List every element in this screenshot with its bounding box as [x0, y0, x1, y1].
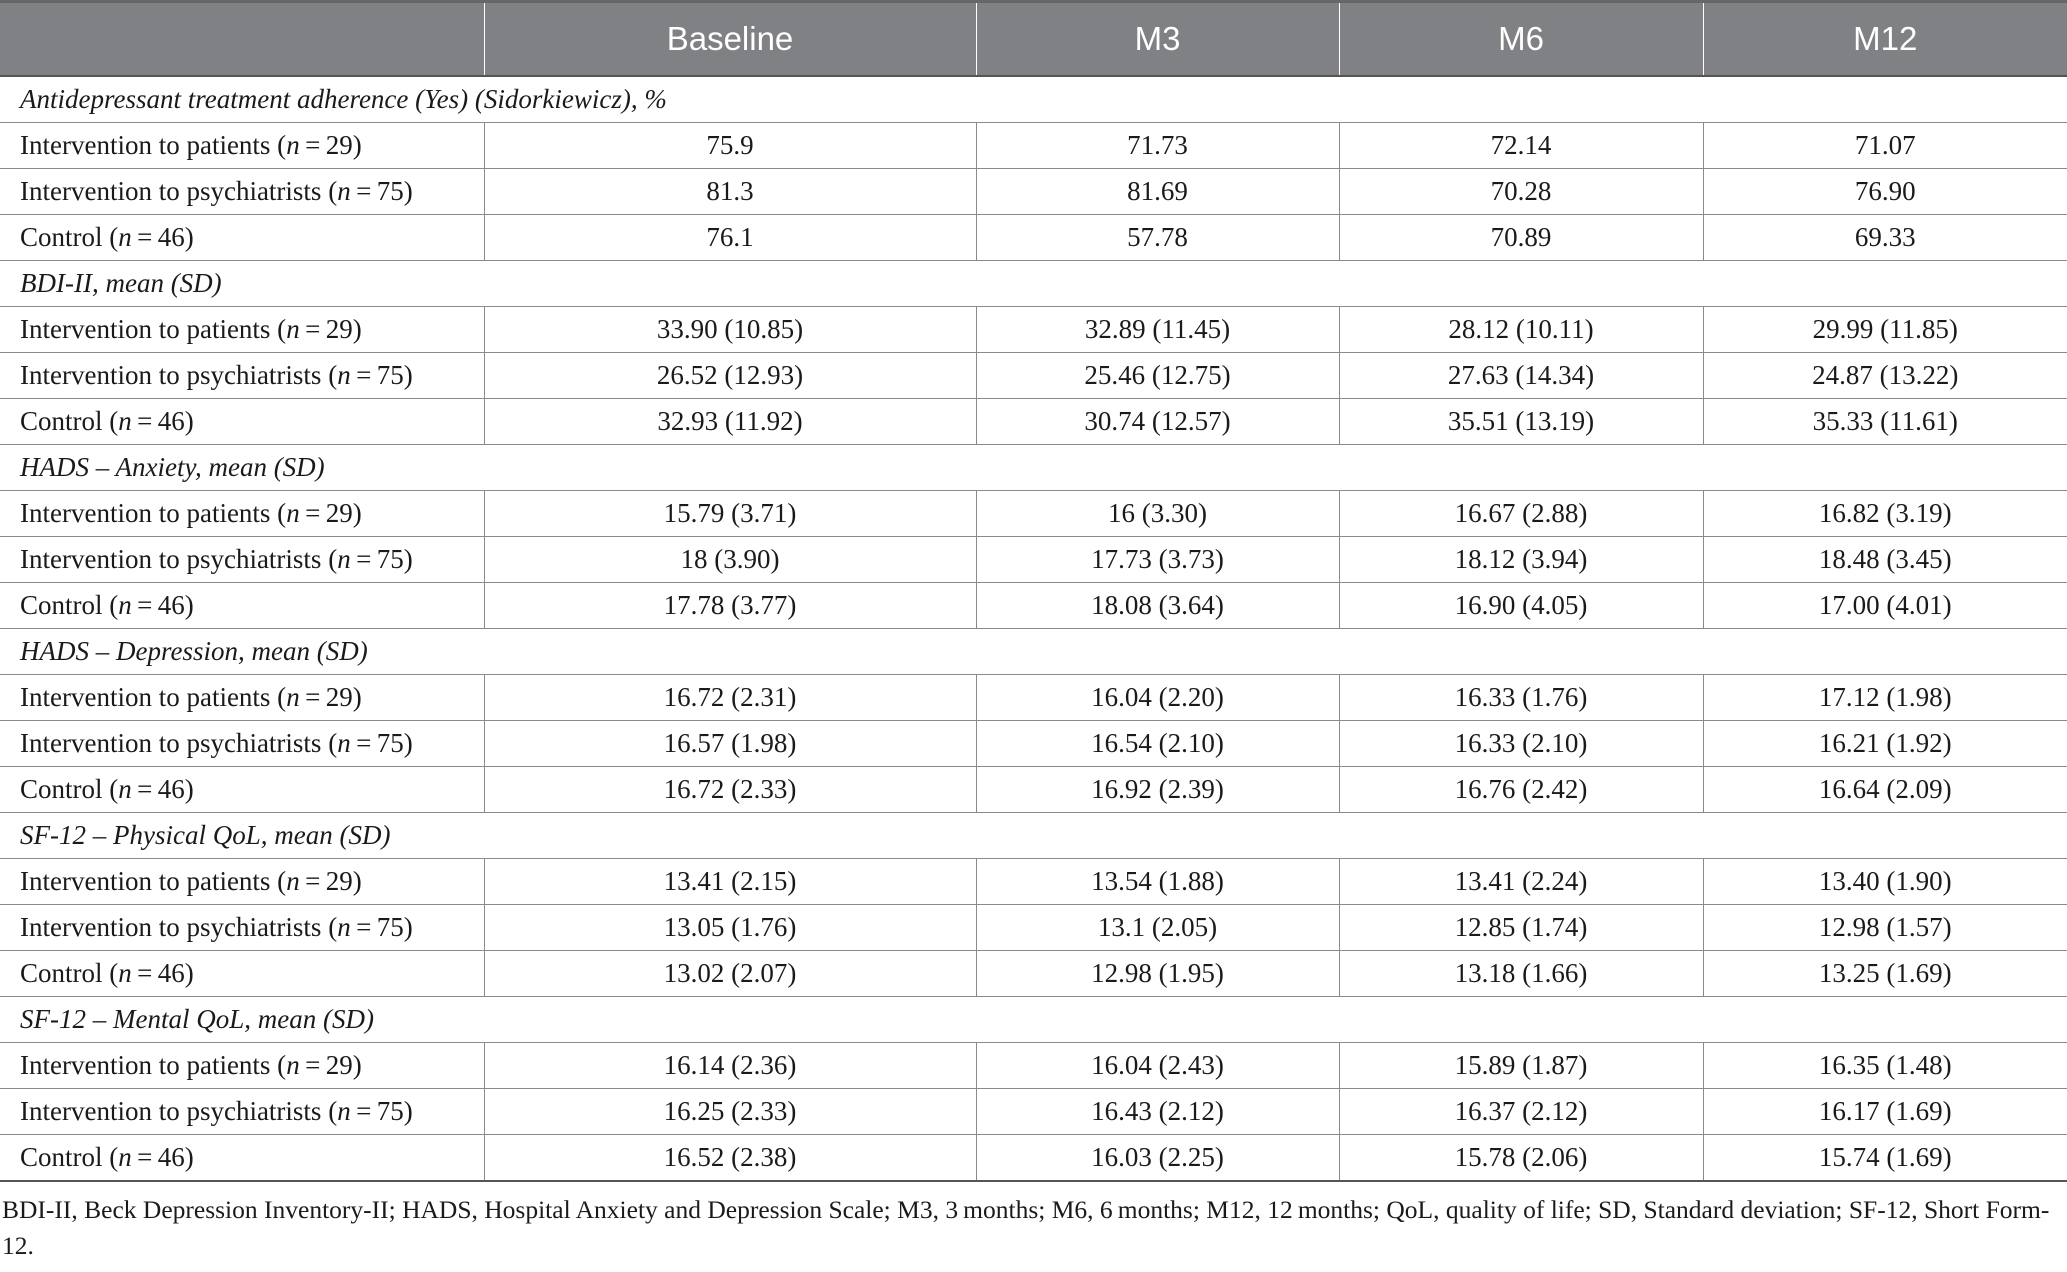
- section-row: [0, 629, 2067, 675]
- section-title: HADS – Anxiety, mean (SD): [0, 445, 2067, 491]
- value-cell: 16.90 (4.05): [1339, 583, 1703, 629]
- value-cell: 18.48 (3.45): [1703, 537, 2067, 583]
- row-label: Control (n = 46): [0, 767, 484, 813]
- value-cell: 30.74 (12.57): [976, 399, 1339, 445]
- header-cell-m12: M12: [1703, 2, 2067, 77]
- value-cell: 15.89 (1.87): [1339, 1043, 1703, 1089]
- value-cell: 76.1: [484, 215, 976, 261]
- value-cell: 26.52 (12.93): [484, 353, 976, 399]
- row-label: Control (n = 46): [0, 951, 484, 997]
- table-row: [0, 675, 2067, 721]
- value-cell: 72.14: [1339, 123, 1703, 169]
- row-label: Intervention to patients (n = 29): [0, 1043, 484, 1089]
- row-label: Intervention to psychiatrists (n = 75): [0, 1089, 484, 1135]
- row-label: Intervention to patients (n = 29): [0, 307, 484, 353]
- value-cell: 28.12 (10.11): [1339, 307, 1703, 353]
- section-title: BDI-II, mean (SD): [0, 261, 2067, 307]
- row-label: Control (n = 46): [0, 399, 484, 445]
- table-row: [0, 951, 2067, 997]
- table-row: [0, 767, 2067, 813]
- row-label: Intervention to patients (n = 29): [0, 859, 484, 905]
- table-row: [0, 399, 2067, 445]
- value-cell: 16.03 (2.25): [976, 1135, 1339, 1182]
- value-cell: 13.41 (2.15): [484, 859, 976, 905]
- value-cell: 75.9: [484, 123, 976, 169]
- row-label: Intervention to patients (n = 29): [0, 491, 484, 537]
- value-cell: 16.33 (2.10): [1339, 721, 1703, 767]
- table-footnote: BDI-II, Beck Depression Inventory-II; HADS, Hospital Anxiety and Depression Scale; M3, 3 months; M6, 6 months; M12, 12 months; QoL, quality of life; SD, Standard deviation; SF-12, Short Form-12.: [2, 1195, 2050, 1260]
- value-cell: 18.08 (3.64): [976, 583, 1339, 629]
- row-label: Intervention to psychiatrists (n = 75): [0, 905, 484, 951]
- value-cell: 13.02 (2.07): [484, 951, 976, 997]
- value-cell: 16.21 (1.92): [1703, 721, 2067, 767]
- value-cell: 16 (3.30): [976, 491, 1339, 537]
- value-cell: 16.57 (1.98): [484, 721, 976, 767]
- value-cell: 16.35 (1.48): [1703, 1043, 2067, 1089]
- header-row: [0, 2, 2067, 77]
- table-row: [0, 169, 2067, 215]
- header-cell-m6: M6: [1339, 2, 1703, 77]
- value-cell: 16.43 (2.12): [976, 1089, 1339, 1135]
- table-row: [0, 905, 2067, 951]
- value-cell: 16.92 (2.39): [976, 767, 1339, 813]
- section-title: SF-12 – Physical QoL, mean (SD): [0, 813, 2067, 859]
- value-cell: 16.72 (2.33): [484, 767, 976, 813]
- value-cell: 16.54 (2.10): [976, 721, 1339, 767]
- table-row: [0, 721, 2067, 767]
- value-cell: 57.78: [976, 215, 1339, 261]
- value-cell: 81.3: [484, 169, 976, 215]
- table-row: [0, 1089, 2067, 1135]
- value-cell: 16.14 (2.36): [484, 1043, 976, 1089]
- value-cell: 81.69: [976, 169, 1339, 215]
- value-cell: 13.54 (1.88): [976, 859, 1339, 905]
- value-cell: 17.00 (4.01): [1703, 583, 2067, 629]
- value-cell: 16.25 (2.33): [484, 1089, 976, 1135]
- value-cell: 16.04 (2.20): [976, 675, 1339, 721]
- value-cell: 12.98 (1.95): [976, 951, 1339, 997]
- value-cell: 15.74 (1.69): [1703, 1135, 2067, 1182]
- table-row: [0, 123, 2067, 169]
- value-cell: 16.17 (1.69): [1703, 1089, 2067, 1135]
- section-row: [0, 76, 2067, 123]
- value-cell: 13.40 (1.90): [1703, 859, 2067, 905]
- value-cell: 70.28: [1339, 169, 1703, 215]
- value-cell: 15.79 (3.71): [484, 491, 976, 537]
- table-row: [0, 215, 2067, 261]
- value-cell: 32.93 (11.92): [484, 399, 976, 445]
- section-row: [0, 261, 2067, 307]
- section-title: Antidepressant treatment adherence (Yes) (Sidorkiewicz), %: [0, 76, 2067, 123]
- value-cell: 13.18 (1.66): [1339, 951, 1703, 997]
- section-title: HADS – Depression, mean (SD): [0, 629, 2067, 675]
- value-cell: 33.90 (10.85): [484, 307, 976, 353]
- value-cell: 13.41 (2.24): [1339, 859, 1703, 905]
- value-cell: 16.76 (2.42): [1339, 767, 1703, 813]
- value-cell: 69.33: [1703, 215, 2067, 261]
- value-cell: 13.05 (1.76): [484, 905, 976, 951]
- value-cell: 16.33 (1.76): [1339, 675, 1703, 721]
- value-cell: 16.82 (3.19): [1703, 491, 2067, 537]
- section-title: SF-12 – Mental QoL, mean (SD): [0, 997, 2067, 1043]
- value-cell: 17.12 (1.98): [1703, 675, 2067, 721]
- value-cell: 71.07: [1703, 123, 2067, 169]
- value-cell: 16.04 (2.43): [976, 1043, 1339, 1089]
- row-label: Intervention to psychiatrists (n = 75): [0, 537, 484, 583]
- section-row: [0, 997, 2067, 1043]
- value-cell: 16.67 (2.88): [1339, 491, 1703, 537]
- table-row: [0, 583, 2067, 629]
- table-row: [0, 491, 2067, 537]
- table-row: [0, 859, 2067, 905]
- value-cell: 35.51 (13.19): [1339, 399, 1703, 445]
- table-row: [0, 537, 2067, 583]
- header-cell-baseline: Baseline: [484, 2, 976, 77]
- table-row: [0, 353, 2067, 399]
- value-cell: 76.90: [1703, 169, 2067, 215]
- value-cell: 29.99 (11.85): [1703, 307, 2067, 353]
- header-cell-label: [0, 2, 484, 77]
- value-cell: 18.12 (3.94): [1339, 537, 1703, 583]
- value-cell: 16.64 (2.09): [1703, 767, 2067, 813]
- value-cell: 16.72 (2.31): [484, 675, 976, 721]
- value-cell: 16.52 (2.38): [484, 1135, 976, 1182]
- row-label: Intervention to psychiatrists (n = 75): [0, 169, 484, 215]
- row-label: Control (n = 46): [0, 215, 484, 261]
- table-row: [0, 1135, 2067, 1182]
- value-cell: 25.46 (12.75): [976, 353, 1339, 399]
- table-body: [0, 76, 2067, 1181]
- value-cell: 71.73: [976, 123, 1339, 169]
- section-row: [0, 445, 2067, 491]
- value-cell: 35.33 (11.61): [1703, 399, 2067, 445]
- value-cell: 27.63 (14.34): [1339, 353, 1703, 399]
- value-cell: 13.25 (1.69): [1703, 951, 2067, 997]
- value-cell: 13.1 (2.05): [976, 905, 1339, 951]
- value-cell: 17.73 (3.73): [976, 537, 1339, 583]
- section-row: [0, 813, 2067, 859]
- value-cell: 15.78 (2.06): [1339, 1135, 1703, 1182]
- table-header: [0, 2, 2067, 77]
- value-cell: 32.89 (11.45): [976, 307, 1339, 353]
- table-row: [0, 307, 2067, 353]
- row-label: Intervention to psychiatrists (n = 75): [0, 353, 484, 399]
- header-cell-m3: M3: [976, 2, 1339, 77]
- value-cell: 12.85 (1.74): [1339, 905, 1703, 951]
- value-cell: 17.78 (3.77): [484, 583, 976, 629]
- value-cell: 24.87 (13.22): [1703, 353, 2067, 399]
- row-label: Intervention to patients (n = 29): [0, 123, 484, 169]
- row-label: Intervention to psychiatrists (n = 75): [0, 721, 484, 767]
- row-label: Control (n = 46): [0, 1135, 484, 1182]
- value-cell: 18 (3.90): [484, 537, 976, 583]
- value-cell: 12.98 (1.57): [1703, 905, 2067, 951]
- row-label: Control (n = 46): [0, 583, 484, 629]
- value-cell: 16.37 (2.12): [1339, 1089, 1703, 1135]
- table-row: [0, 1043, 2067, 1089]
- row-label: Intervention to patients (n = 29): [0, 675, 484, 721]
- value-cell: 70.89: [1339, 215, 1703, 261]
